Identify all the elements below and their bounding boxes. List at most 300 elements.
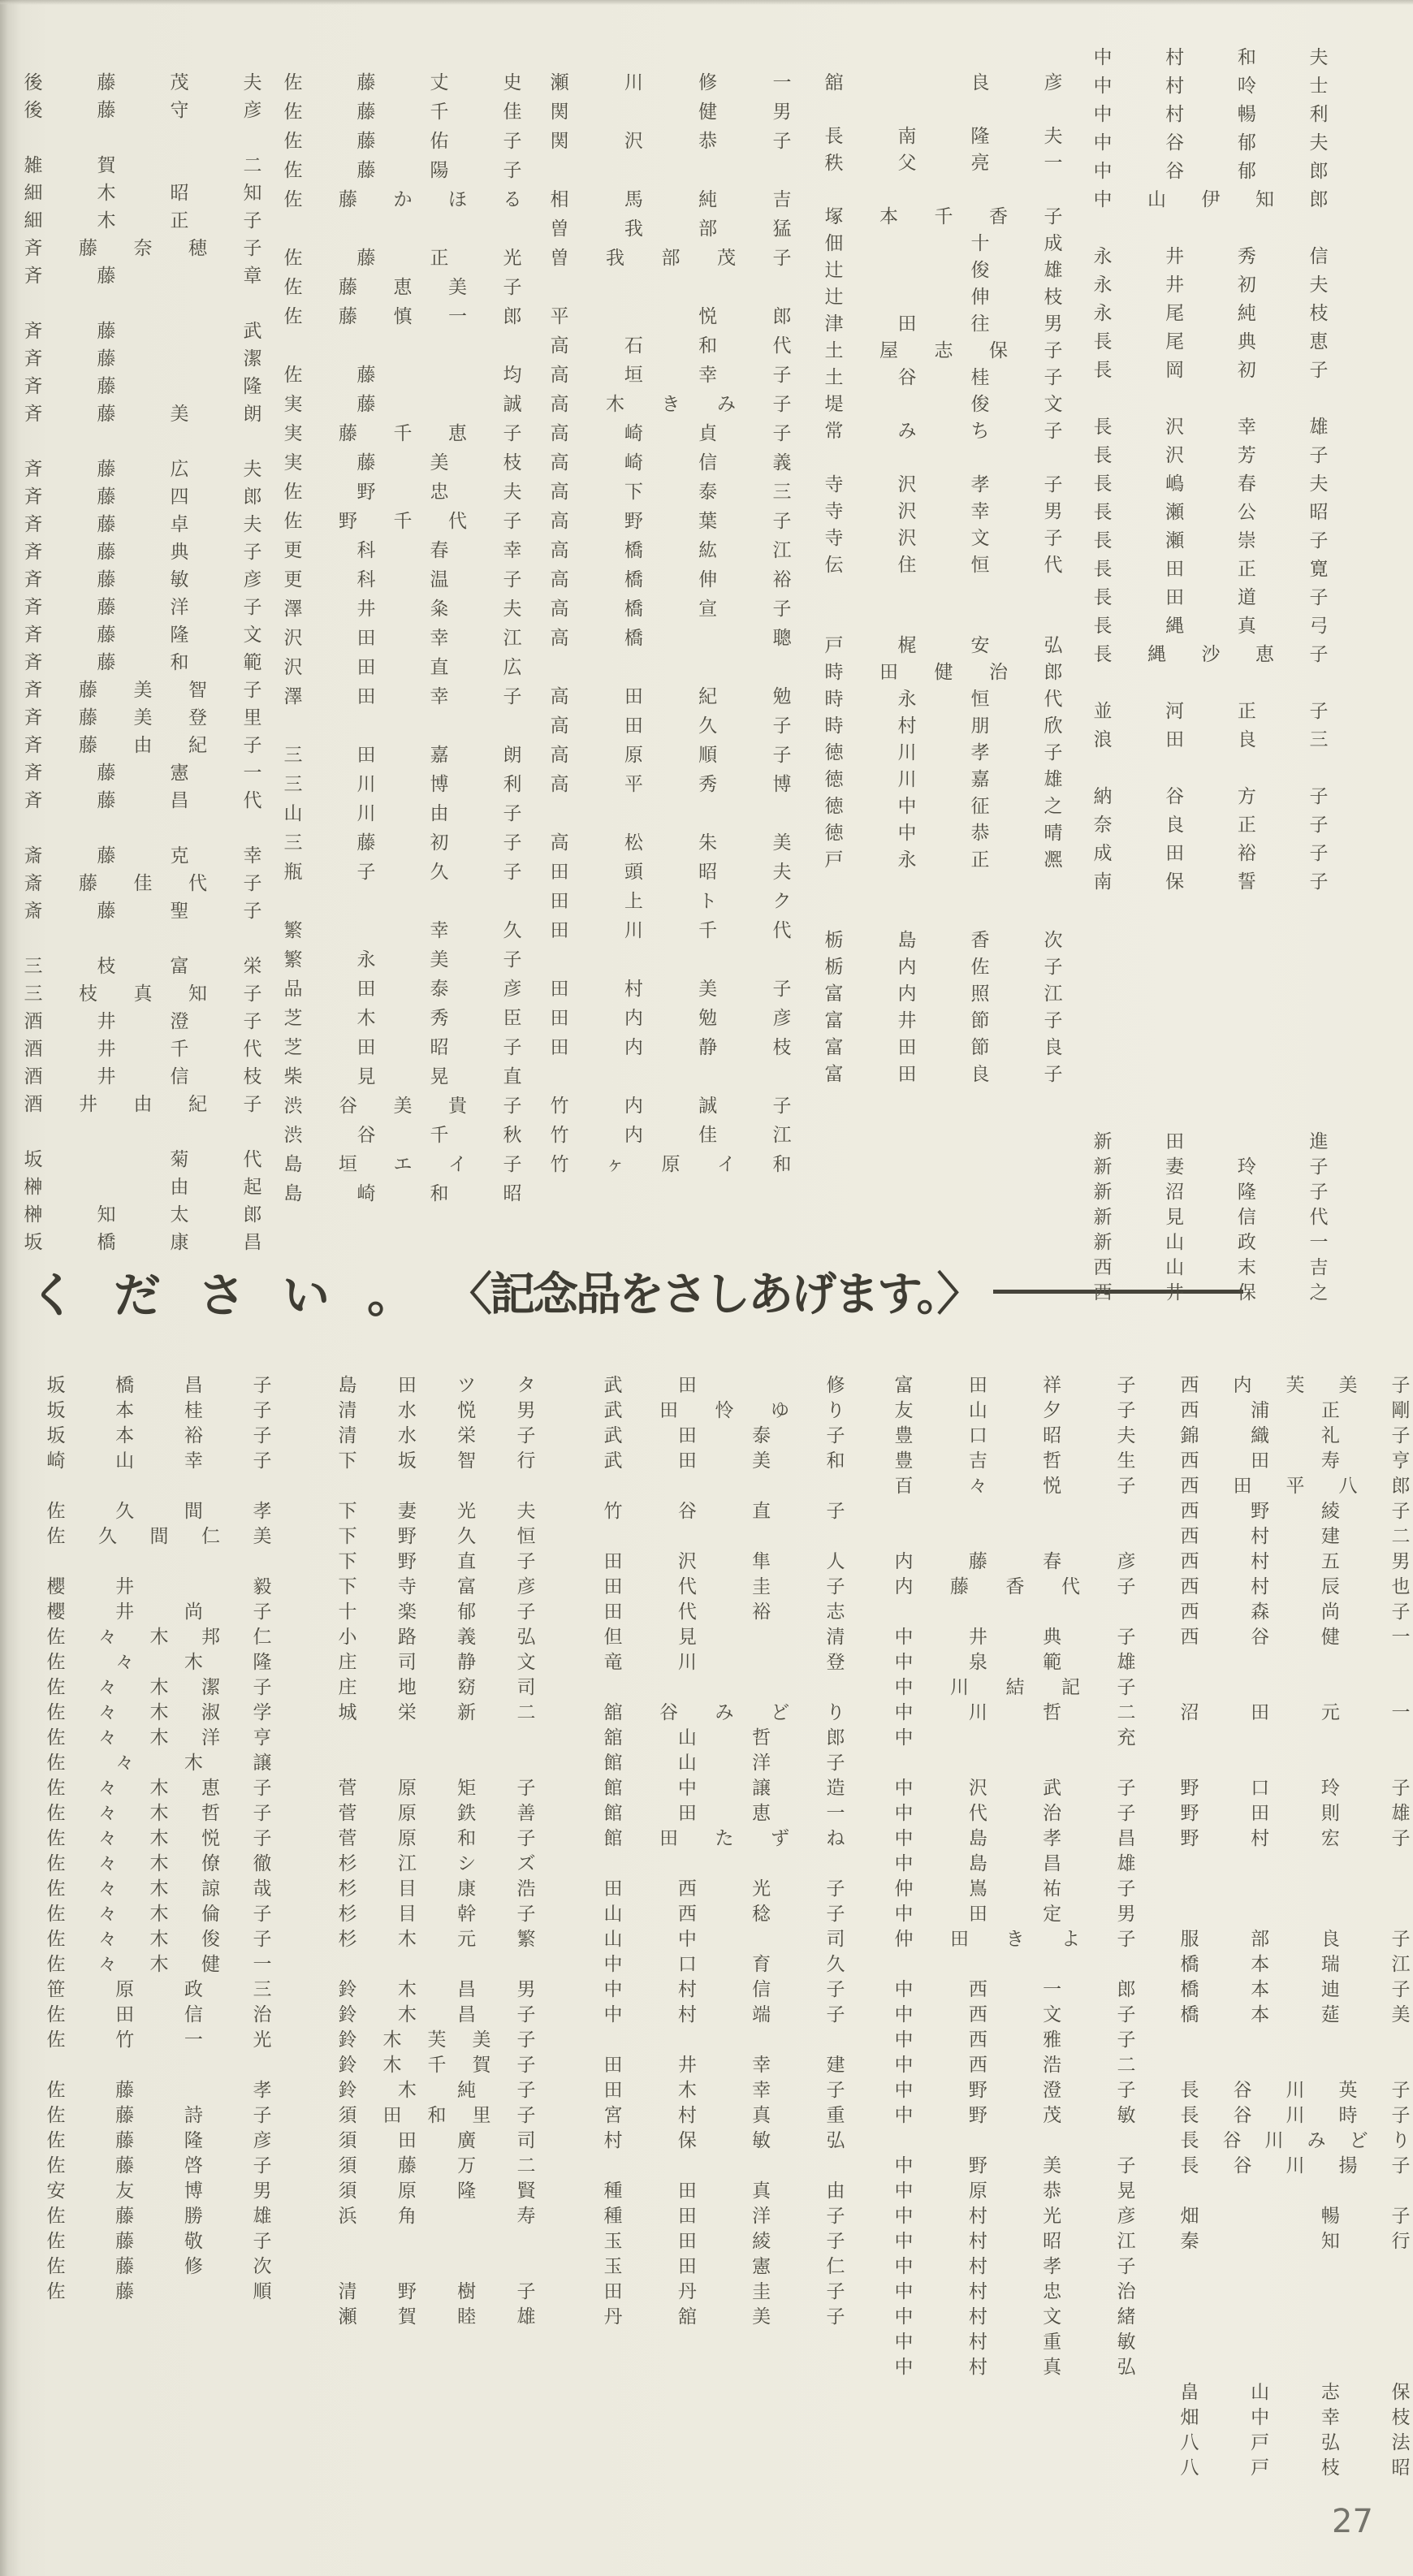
name-char: 新 <box>1093 1131 1113 1152</box>
name-row <box>23 651 263 674</box>
name-char: 下 <box>338 1526 357 1546</box>
name-char: 矩 <box>457 1778 477 1798</box>
name-row <box>893 1777 1137 1800</box>
name-char: 丈 <box>430 72 449 93</box>
name-char: 長 <box>1180 2105 1199 2125</box>
name-char: 井 <box>79 1094 97 1114</box>
name-char: 種 <box>603 2181 623 2201</box>
name-char: 健 <box>1320 1627 1340 1647</box>
name-char: 佐 <box>46 1677 66 1697</box>
grid-gap <box>183 2079 204 2102</box>
name-char: み <box>715 1702 734 1722</box>
name-char: 賢 <box>516 2181 536 2201</box>
name-char: 地 <box>397 1677 417 1697</box>
name-char: 坂 <box>397 1450 417 1471</box>
name-char: 田 <box>356 979 376 999</box>
name-row <box>1092 75 1329 97</box>
name-row <box>603 2306 846 2328</box>
name-char: 沙 <box>1201 644 1221 664</box>
name-char: 二 <box>1117 2055 1136 2075</box>
name-char: 保 <box>1165 871 1185 892</box>
name-char: 畑 <box>1180 2206 1199 2226</box>
name-char: 馬 <box>624 189 643 210</box>
name-row <box>23 182 263 205</box>
name-char: 三 <box>253 1979 272 1999</box>
name-char: 香 <box>1005 1576 1025 1597</box>
name-char: 悦 <box>1043 1476 1062 1496</box>
name-char: 坂 <box>46 1375 66 1395</box>
name-char: 繁 <box>283 949 303 970</box>
name-char: 山 <box>115 1450 135 1471</box>
name-char: 田 <box>550 920 569 940</box>
name-char: 暢 <box>1237 104 1256 124</box>
name-char: 静 <box>698 1037 718 1057</box>
name-row <box>893 2104 1137 2127</box>
name-row <box>283 1095 523 1117</box>
name-char: 公 <box>1237 502 1256 522</box>
name-char: 須 <box>338 2105 357 2125</box>
name-char: 平 <box>550 306 569 326</box>
name-row <box>549 598 793 620</box>
name-char: 山 <box>1165 1257 1185 1277</box>
name-char: 泉 <box>968 1652 987 1672</box>
name-row <box>603 1424 846 1447</box>
name-char: 内 <box>897 983 917 1004</box>
name-char: 但 <box>603 1627 623 1647</box>
name-char: 敏 <box>1117 2105 1136 2125</box>
name-row <box>23 1065 263 1088</box>
name-row <box>337 1525 537 1548</box>
name-char: 武 <box>243 321 262 341</box>
name-char: 中 <box>1093 132 1113 153</box>
name-char: 由 <box>430 803 449 823</box>
name-row <box>283 1036 523 1059</box>
name-char: 孝 <box>253 1501 272 1521</box>
name-char: 高 <box>550 745 569 765</box>
name-char: 田 <box>897 1064 917 1084</box>
name-char: 子 <box>1117 2004 1136 2025</box>
name-char: 瓶 <box>283 862 303 882</box>
name-char: イ <box>448 1154 467 1174</box>
name-char: 子 <box>243 597 262 617</box>
name-row <box>893 2180 1137 2202</box>
name-char: 純 <box>698 189 718 210</box>
name-char: 子 <box>1044 742 1063 763</box>
name-row <box>823 205 1064 228</box>
name-char: 木 <box>397 1979 417 1999</box>
name-char: 佐 <box>46 1727 66 1748</box>
name-char: 鈴 <box>338 2004 357 2025</box>
name-char: 浦 <box>1251 1400 1270 1420</box>
name-char: 子 <box>356 862 376 882</box>
name-char: 々 <box>98 1727 117 1748</box>
name-char: 三 <box>24 956 43 976</box>
name-char: 利 <box>1309 104 1329 124</box>
name-row <box>283 188 523 211</box>
name-char: 子 <box>243 1094 262 1114</box>
name-char: 田 <box>603 1601 623 1622</box>
name-char: 道 <box>1237 587 1256 607</box>
name-row <box>823 1009 1064 1032</box>
name-char: 子 <box>1117 2256 1136 2276</box>
grid-gap <box>751 1928 772 1951</box>
name-char: 賀 <box>472 2055 491 2075</box>
name-char: 斉 <box>24 376 43 396</box>
grid-gap <box>897 232 918 255</box>
name-char: 茂 <box>170 72 189 93</box>
name-char: 中 <box>894 1828 914 1848</box>
name-row <box>1179 1525 1411 1548</box>
name-char: 郁 <box>457 1601 477 1622</box>
name-row <box>823 849 1064 871</box>
name-char: 枝 <box>1391 2407 1411 2427</box>
name-char: 佐 <box>46 1853 66 1874</box>
name-row <box>1092 1206 1329 1229</box>
name-char: 江 <box>1391 1954 1411 1974</box>
name-char: 舘 <box>824 72 844 93</box>
name-row <box>823 1063 1064 1086</box>
name-char: 長 <box>1093 360 1113 380</box>
name-row <box>337 2306 537 2328</box>
name-char: 子 <box>772 365 792 385</box>
name-char: 猛 <box>772 218 792 239</box>
name-char: 中 <box>894 1627 914 1647</box>
name-char: 子 <box>1044 421 1063 441</box>
name-char: 時 <box>824 715 844 736</box>
name-char: 司 <box>516 2130 536 2150</box>
name-char: 西 <box>1093 1257 1113 1277</box>
name-row <box>823 500 1064 523</box>
name-char: 田 <box>677 1375 697 1395</box>
name-row <box>23 237 263 260</box>
name-char: 葉 <box>698 511 718 531</box>
name-char: 藤 <box>97 376 116 396</box>
name-row <box>45 1525 273 1548</box>
name-char: 枝 <box>772 1037 792 1057</box>
name-char: 住 <box>897 555 917 575</box>
name-char: 佐 <box>46 2206 66 2226</box>
name-char: 屋 <box>879 340 898 361</box>
name-row <box>337 2104 537 2127</box>
name-row <box>283 627 523 650</box>
name-char: 藤 <box>356 102 376 122</box>
name-char: 松 <box>624 832 643 853</box>
name-row <box>23 762 263 784</box>
name-char: 武 <box>603 1375 623 1395</box>
name-char: ヶ <box>606 1154 624 1174</box>
name-char: 佐 <box>283 189 303 210</box>
name-row <box>337 1827 537 1850</box>
name-char: 典 <box>170 542 189 562</box>
name-list-block-bottom-2 <box>893 1374 1137 2532</box>
name-char: 豊 <box>894 1425 914 1446</box>
name-char: 上 <box>624 891 643 911</box>
name-row <box>45 1500 273 1523</box>
name-char: 芝 <box>283 1008 303 1028</box>
name-row <box>823 983 1064 1005</box>
name-char: 建 <box>1320 1526 1340 1546</box>
name-char: 子 <box>1117 1576 1136 1597</box>
name-char: 富 <box>824 1064 844 1084</box>
name-char: 男 <box>516 1979 536 1999</box>
name-char: 川 <box>1286 2080 1305 2100</box>
name-char: 井 <box>356 599 376 619</box>
name-char: 法 <box>1391 2432 1411 2453</box>
grid-gap <box>96 1176 117 1199</box>
name-char: 野 <box>397 1526 417 1546</box>
name-char: 里 <box>243 707 262 728</box>
name-char: 伸 <box>698 569 718 590</box>
name-char: 美 <box>698 979 718 999</box>
name-char: 子 <box>1391 1979 1411 1999</box>
name-row <box>283 1153 523 1176</box>
name-char: 木 <box>149 1778 169 1798</box>
name-char: 々 <box>98 1878 117 1899</box>
name-char: 寺 <box>397 1576 417 1597</box>
name-row <box>337 1903 537 1926</box>
name-char: 朗 <box>243 404 262 424</box>
name-char: 伸 <box>970 287 990 307</box>
name-row <box>549 335 793 357</box>
page-number: 27 <box>1332 2503 1373 2540</box>
name-char: 久 <box>826 1954 845 1974</box>
name-char: 徳 <box>824 823 844 843</box>
name-char: 昭 <box>430 1037 449 1057</box>
name-char: 嶌 <box>968 1878 987 1899</box>
name-char: 保 <box>989 340 1008 361</box>
name-char: 藤 <box>97 514 116 534</box>
name-char: 佐 <box>46 1652 66 1672</box>
name-char: 佐 <box>283 482 303 502</box>
name-row <box>337 2129 537 2152</box>
name-row <box>283 598 523 620</box>
name-char: 田 <box>1233 1476 1252 1496</box>
name-row <box>549 832 793 854</box>
name-row <box>823 313 1064 335</box>
name-char: 一 <box>448 306 467 326</box>
name-char: 田 <box>550 862 569 882</box>
name-char: 征 <box>970 796 990 816</box>
name-row <box>283 276 523 299</box>
name-char: 子 <box>1391 2155 1411 2176</box>
name-char: 直 <box>457 1551 477 1571</box>
name-char: 武 <box>1043 1778 1062 1798</box>
name-char: 富 <box>824 1010 844 1031</box>
name-char: 純 <box>457 2080 477 2100</box>
name-char: 内 <box>624 1037 643 1057</box>
name-char: 一 <box>1044 153 1063 173</box>
name-char: 中 <box>894 2306 914 2327</box>
name-char: 勝 <box>184 2206 203 2226</box>
name-char: 高 <box>550 686 569 707</box>
name-char: 西 <box>1180 1627 1199 1647</box>
name-char: 岡 <box>1165 360 1185 380</box>
name-char: 裕 <box>184 1425 203 1446</box>
name-row <box>45 1953 273 1976</box>
name-char: 男 <box>772 102 792 122</box>
name-row <box>23 568 263 591</box>
name-char: 子 <box>253 1828 272 1848</box>
name-char: み <box>897 421 917 441</box>
name-char: 中 <box>894 1677 914 1697</box>
name-char: 佐 <box>46 2029 66 2050</box>
name-char: 里 <box>472 2105 491 2125</box>
name-char: 哲 <box>1043 1450 1062 1471</box>
name-char: 田 <box>677 2181 697 2201</box>
name-char: 田 <box>603 1878 623 1899</box>
name-char: 友 <box>115 2181 135 2201</box>
name-row <box>1179 2129 1411 2152</box>
name-row <box>1092 643 1329 666</box>
name-char: 藤 <box>339 189 357 210</box>
name-char: 中 <box>894 1652 914 1672</box>
name-char: 子 <box>253 1778 272 1798</box>
name-char: 代 <box>243 790 262 810</box>
name-char: 科 <box>356 569 376 590</box>
name-char: 新 <box>1093 1232 1113 1252</box>
name-row <box>823 688 1064 711</box>
name-row <box>1179 1626 1411 1649</box>
name-char: 智 <box>188 680 207 700</box>
name-char: 重 <box>1043 2332 1062 2352</box>
name-row <box>1092 245 1329 268</box>
name-row <box>893 1878 1137 1900</box>
name-row <box>23 265 263 287</box>
name-char: 也 <box>1391 1576 1411 1597</box>
name-row <box>283 1007 523 1030</box>
name-char: 美 <box>253 1526 272 1546</box>
name-row <box>603 2180 846 2202</box>
name-char: 西 <box>1180 1576 1199 1597</box>
name-char: 良 <box>1044 1037 1063 1057</box>
name-row <box>1179 1500 1411 1523</box>
name-char: 子 <box>1391 1828 1411 1848</box>
name-char: 村 <box>968 2332 987 2352</box>
name-char: 雄 <box>1117 1853 1136 1874</box>
name-char: 渋 <box>283 1096 303 1116</box>
name-char: 成 <box>1044 233 1063 253</box>
name-char: 代 <box>188 873 207 893</box>
name-char: 藤 <box>339 423 357 443</box>
name-char: 建 <box>826 2055 845 2075</box>
name-row <box>283 656 523 679</box>
name-char: ツ <box>457 1375 477 1395</box>
name-char: 田 <box>879 662 898 682</box>
name-char: ど <box>1349 2130 1368 2150</box>
name-char: 河 <box>1165 701 1185 721</box>
name-row <box>893 1450 1137 1472</box>
name-row <box>549 422 793 445</box>
name-char: 中 <box>894 1803 914 1823</box>
name-char: 恒 <box>970 689 990 709</box>
name-row <box>893 2155 1137 2177</box>
name-row <box>603 2104 846 2127</box>
name-char: 由 <box>133 1094 153 1114</box>
name-char: 恭 <box>698 131 718 151</box>
name-row <box>337 1651 537 1674</box>
name-row <box>603 1953 846 1976</box>
name-char: 和 <box>772 1154 792 1174</box>
name-char: 西 <box>968 2004 987 2025</box>
name-char: 司 <box>516 1677 536 1697</box>
name-char: 藤 <box>356 131 376 151</box>
name-row <box>23 789 263 812</box>
name-char: 子 <box>243 542 262 562</box>
name-char: 真 <box>133 983 153 1004</box>
name-char: 和 <box>826 1450 845 1471</box>
name-char: 菅 <box>338 1803 357 1823</box>
name-char: 良 <box>1320 1929 1340 1949</box>
name-char: 和 <box>430 1183 449 1204</box>
name-char: 中 <box>1093 104 1113 124</box>
name-char: 川 <box>356 774 376 794</box>
name-char: 長 <box>1093 473 1113 494</box>
name-row <box>893 2029 1137 2051</box>
name-char: 美 <box>1338 1375 1358 1395</box>
name-char: 子 <box>503 803 522 823</box>
name-char: 隼 <box>752 1551 771 1571</box>
name-char: 佐 <box>46 2231 66 2251</box>
name-char: 孝 <box>1043 1828 1062 1848</box>
name-row <box>549 715 793 737</box>
name-char: 一 <box>772 72 792 93</box>
name-char: 徳 <box>824 796 844 816</box>
name-char: 津 <box>824 313 844 334</box>
name-char: 修 <box>184 2256 203 2276</box>
name-char: 藤 <box>97 652 116 672</box>
name-char: 由 <box>826 2181 845 2201</box>
name-char: 幸 <box>752 2080 771 2100</box>
name-char: 子 <box>772 979 792 999</box>
name-row <box>23 1204 263 1226</box>
name-char: 夫 <box>503 599 522 619</box>
name-char: 佐 <box>46 1702 66 1722</box>
name-char: 方 <box>1237 786 1256 806</box>
name-char: 橋 <box>624 599 643 619</box>
name-char: 木 <box>397 2004 417 2025</box>
name-char: 亨 <box>253 1727 272 1748</box>
name-char: 昭 <box>698 862 718 882</box>
name-char: 木 <box>184 1753 203 1773</box>
name-char: 藤 <box>115 2281 135 2302</box>
name-char: 舘 <box>677 2306 697 2327</box>
name-row <box>1179 2230 1411 2253</box>
name-char: 幸 <box>430 686 449 707</box>
grid-gap <box>456 2205 477 2228</box>
name-char: 子 <box>243 735 262 755</box>
name-char: 田 <box>677 1450 697 1471</box>
name-char: 西 <box>1180 1400 1199 1420</box>
name-char: 千 <box>393 511 413 531</box>
name-char: 恵 <box>393 277 413 297</box>
name-row <box>549 861 793 884</box>
name-char: 枝 <box>79 983 97 1004</box>
name-char: 毅 <box>253 1576 272 1597</box>
name-char: 関 <box>550 102 569 122</box>
name-char: 口 <box>1251 1778 1270 1798</box>
name-char: 夫 <box>243 72 262 93</box>
name-char: 川 <box>968 1702 987 1722</box>
name-char: 敏 <box>170 569 189 590</box>
name-char: 友 <box>894 1400 914 1420</box>
name-char: 子 <box>772 394 792 414</box>
name-row <box>549 1124 793 1147</box>
name-char: 三 <box>283 832 303 853</box>
name-char: 坂 <box>24 1149 43 1169</box>
name-char: 縄 <box>1165 616 1185 636</box>
name-char: 雑 <box>24 155 43 175</box>
name-char: 畠 <box>1180 2382 1199 2402</box>
